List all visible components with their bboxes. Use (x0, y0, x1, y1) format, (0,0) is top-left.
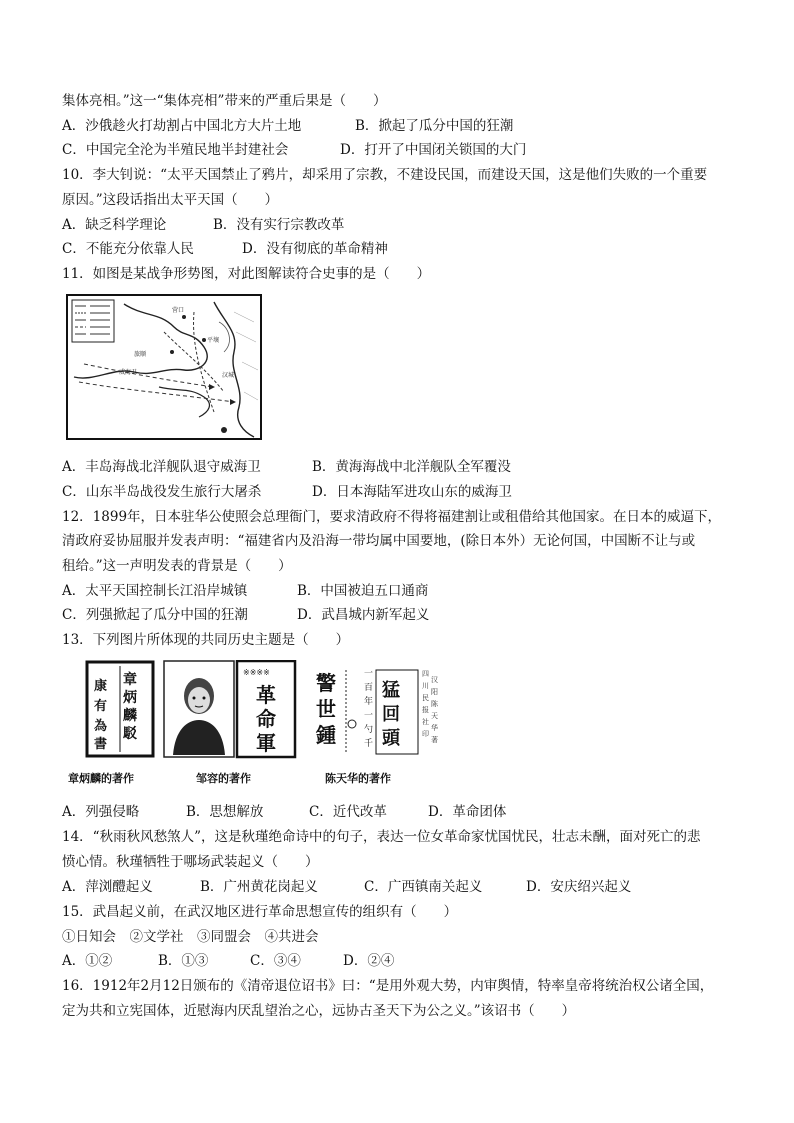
svg-text:章: 章 (123, 672, 137, 688)
svg-text:炳: 炳 (123, 690, 137, 706)
q16-stem-line2: 定为共和立宪国体，近慰海内厌乱望治之心，远协古圣天下为公之义。”该诏书（ ） (62, 1003, 576, 1019)
svg-text:川: 川 (422, 682, 429, 690)
q10-stem-line1: 10．李大钊说：“太平天国禁止了鸦片，却采用了宗教，不建设民国，而建设天国，这是他们失败的一个重要 (62, 167, 708, 183)
svg-text:麟: 麟 (123, 708, 137, 724)
chen-tianhua-books-image (308, 660, 440, 760)
svg-text:陈: 陈 (431, 700, 438, 708)
war-situation-map (64, 292, 264, 442)
q12-stem-line2: 清政府妥协屈服并发表声明：“福建省内及沿海一带均属中国要地，(除日本外）无论何国，中国断不让与或 (62, 533, 696, 549)
q13-option-b[interactable]: B．思想解放 (186, 804, 264, 820)
svg-text:四: 四 (422, 670, 429, 678)
q16-stem-line1: 16．1912年2月12日颁布的《清帝退位诏书》曰：“是用外观大势，内审舆情，特率皇帝将统治权公诸全国， (62, 978, 714, 994)
q11-option-d[interactable]: D．日本海陆军进攻山东的威海卫 (312, 484, 512, 500)
q11-option-a[interactable]: A．丰岛海战北洋舰队退守威海卫 (62, 459, 261, 475)
zhang-binglin-book-image (85, 660, 155, 758)
q14-stem-line2: 愤心情。秋瑾牺牲于哪场武装起义（ ） (62, 854, 319, 870)
svg-text:駁: 駁 (123, 726, 137, 742)
svg-text:回: 回 (382, 704, 400, 725)
q12-option-a[interactable]: A．太平天国控制长江沿岸城镇 (62, 583, 248, 599)
svg-text:頭: 頭 (382, 728, 400, 749)
svg-text:猛: 猛 (382, 680, 400, 701)
q13-option-a[interactable]: A．列强侵略 (62, 804, 140, 820)
q11-option-c[interactable]: C．山东半岛战役发生旅行大屠杀 (62, 484, 262, 500)
svg-text:年: 年 (364, 697, 374, 707)
caption-chen-tianhua: 陈天华的著作 (325, 772, 391, 785)
map-label-pyongyang: 平壤 (207, 337, 220, 344)
svg-text:康: 康 (94, 679, 108, 694)
q13-option-c[interactable]: C．近代改革 (309, 804, 387, 820)
svg-text:為: 為 (94, 719, 108, 734)
svg-text:軍: 軍 (256, 731, 276, 755)
map-label-hancheng: 汉城 (222, 372, 235, 379)
svg-text:鍾: 鍾 (316, 723, 336, 747)
q12-option-d[interactable]: D．武昌城内新军起义 (297, 607, 430, 623)
map-label-lushun: 旅顺 (134, 351, 147, 358)
svg-text:阳: 阳 (431, 688, 438, 696)
svg-text:警: 警 (316, 671, 336, 695)
svg-text:一: 一 (364, 669, 374, 679)
map-label-yingkou: 营口 (172, 307, 185, 314)
svg-text:書: 書 (94, 737, 108, 752)
svg-text:报: 报 (422, 706, 429, 714)
svg-text:勺: 勺 (364, 725, 374, 735)
q11-option-b[interactable]: B．黄海海战中北洋舰队全军覆没 (312, 459, 511, 475)
caption-zou-rong: 邹容的著作 (196, 772, 251, 785)
svg-text:华: 华 (431, 724, 438, 732)
svg-text:世: 世 (316, 697, 336, 721)
zou-rong-portrait-and-book-image (163, 660, 298, 760)
q10-stem-line2: 原因。”这段话指出太平天国（ ） (62, 192, 279, 208)
q9-option-d[interactable]: D．打开了中国闭关锁国的大门 (340, 142, 527, 158)
svg-text:民: 民 (422, 694, 429, 702)
q10-option-d[interactable]: D．没有彻底的革命精神 (242, 241, 388, 257)
svg-text:印: 印 (422, 730, 429, 738)
q15-option-d[interactable]: D．②④ (343, 953, 395, 969)
svg-text:千: 千 (364, 739, 374, 749)
q14-option-c[interactable]: C．广西镇南关起义 (364, 879, 483, 895)
svg-text:革: 革 (256, 683, 276, 707)
q12-option-b[interactable]: B．中国被迫五口通商 (297, 583, 429, 599)
svg-text:百: 百 (364, 683, 374, 693)
svg-text:一: 一 (364, 711, 374, 721)
q11-stem: 11．如图是某战争形势图，对此图解读符合史事的是（ ） (62, 266, 431, 282)
q14-option-a[interactable]: A．萍浏醴起义 (62, 879, 153, 895)
q15-option-b[interactable]: B．①③ (158, 953, 209, 969)
q12-stem-line3: 租给。”这一声明发表的背景是（ ） (62, 558, 292, 574)
q12-stem-line1: 12．1899年，日本驻华公使照会总理衙门，要求清政府不得将福建割让或租借给其他国家。在日本的威逼下， (62, 509, 722, 525)
q13-option-d[interactable]: D．革命团体 (428, 804, 507, 820)
q15-option-c[interactable]: C．③④ (250, 953, 301, 969)
q9-stem: 集体亮相。”这一“集体亮相”带来的严重后果是（ ） (62, 93, 387, 109)
q14-option-d[interactable]: D．安庆绍兴起义 (526, 879, 632, 895)
q9-option-c[interactable]: C．中国完全沦为半殖民地半封建社会 (62, 142, 289, 158)
svg-text:命: 命 (256, 707, 276, 731)
q14-stem-line1: 14．“秋雨秋风愁煞人”，这是秋瑾绝命诗中的句子，表达一位女革命家忧国忧民，壮志未酬，面对死亡的悲 (62, 829, 701, 845)
svg-text:有: 有 (94, 699, 108, 714)
q14-option-b[interactable]: B．广州黄花岗起义 (200, 879, 318, 895)
q13-stem: 13．下列图片所体现的共同历史主题是（ ） (62, 632, 350, 648)
q10-option-b[interactable]: B．没有实行宗教改革 (213, 217, 345, 233)
q9-option-a[interactable]: A．沙俄趁火打劫割占中国北方大片土地 (62, 118, 302, 134)
svg-text:汉: 汉 (431, 676, 438, 684)
map-label-weihaiwei: 威海卫 (119, 369, 138, 376)
svg-text:天: 天 (431, 712, 438, 720)
q12-option-c[interactable]: C．列强掀起了瓜分中国的狂潮 (62, 607, 248, 623)
q10-option-a[interactable]: A．缺乏科学理论 (62, 217, 167, 233)
svg-text:著: 著 (431, 736, 438, 744)
q10-option-c[interactable]: C．不能充分依靠人民 (62, 241, 194, 257)
q15-items: ①日知会 ②文学社 ③同盟会 ④共进会 (62, 929, 319, 945)
book-title-geming-jun (256, 683, 276, 755)
svg-text:社: 社 (422, 718, 429, 726)
q15-stem: 15．武昌起义前，在武汉地区进行革命思想宣传的组织有（ ） (62, 904, 458, 920)
q15-option-a[interactable]: A．①② (62, 953, 113, 969)
q9-option-b[interactable]: B．掀起了瓜分中国的狂潮 (355, 118, 514, 134)
svg-text:※※※※: ※※※※ (243, 668, 270, 677)
caption-zhang-binglin: 章炳麟的著作 (68, 772, 134, 785)
